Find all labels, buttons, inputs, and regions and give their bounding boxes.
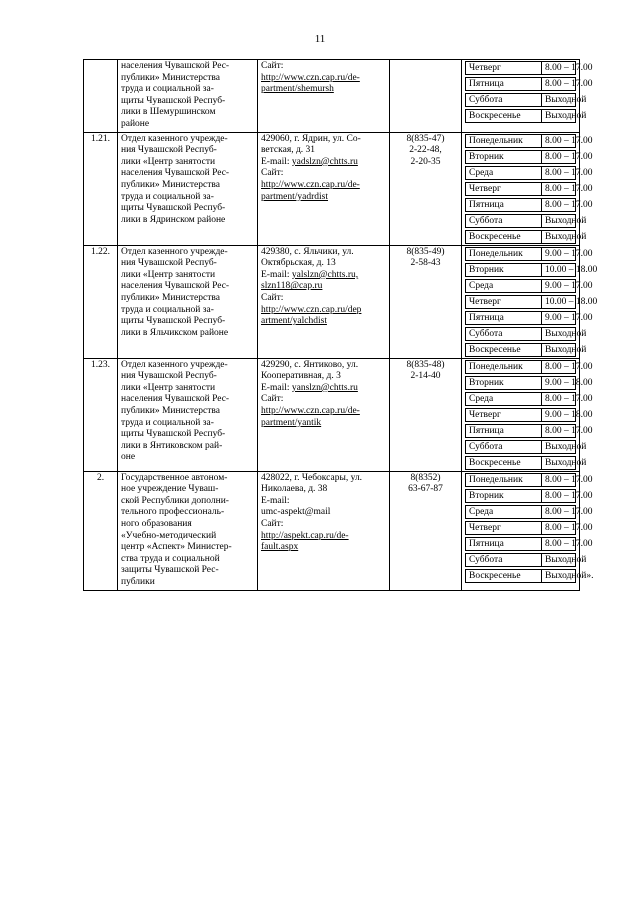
schedule-time: 10.00 – 18.00 [542, 263, 576, 276]
name-line: лики «Центр занятости [121, 382, 216, 393]
schedule-row [466, 489, 576, 502]
name-line: ской Республики дополни- [121, 495, 229, 506]
address-contacts [258, 471, 390, 590]
institution-name [118, 60, 258, 133]
name-line: публики» Министерства [121, 72, 220, 83]
phone-numbers [390, 245, 462, 358]
address-line: 429380, с. Яльчики, ул. [261, 246, 354, 257]
institution-name [118, 471, 258, 590]
schedule-day: Четверг [466, 408, 542, 421]
phone-numbers [390, 471, 462, 590]
table-row [84, 132, 580, 245]
schedule-time: 9.00 – 17.00 [542, 279, 576, 292]
row-number: 1.21. [84, 132, 118, 245]
address-line: ветская, д. 31 [261, 145, 316, 156]
name-line: ное учреждение Чуваш- [121, 484, 219, 495]
schedule-row [466, 62, 576, 75]
phone-line: 8(835-49) [406, 246, 445, 257]
email-label: E-mail: [261, 382, 292, 393]
email-label: E-mail: [261, 156, 292, 167]
work-schedule [462, 471, 594, 590]
row-number [84, 60, 118, 133]
schedule-row [466, 537, 576, 550]
schedule-table [465, 360, 593, 470]
name-line: ного образования [121, 518, 192, 529]
name-line: ния Чувашской Респуб- [121, 371, 217, 382]
work-schedule [462, 132, 593, 245]
phone-numbers [390, 132, 462, 245]
schedule-time: 8.00 – 17.00 [542, 537, 576, 550]
schedule-row [466, 440, 576, 453]
address-contacts [258, 132, 390, 245]
schedule-time: 8.00 – 17.00 [542, 150, 576, 163]
website-link[interactable]: http://www.czn.cap.ru/de- [261, 405, 360, 416]
phone-numbers [390, 358, 462, 471]
name-line: лики «Центр занятости [121, 269, 216, 280]
schedule-day: Суббота [466, 440, 542, 453]
schedule-time: Выходной [542, 456, 576, 469]
name-line: ства труда и социальной [121, 553, 220, 564]
address-line: Сайт: [261, 168, 284, 179]
address-contacts [258, 245, 390, 358]
address-line: 429060, г. Ядрин, ул. Со- [261, 133, 361, 144]
website-link[interactable]: partment/yadrdist [261, 191, 329, 202]
email-link[interactable]: yadslzn@chtts.ru [291, 156, 358, 167]
page-number: 11 [314, 33, 326, 45]
schedule-time: 10.00 – 18.00 [542, 295, 576, 308]
website-link[interactable]: http://www.czn.cap.ru/de- [261, 179, 360, 190]
name-line: защиты Чувашской Рес- [121, 565, 219, 576]
name-line: Отдел казенного учрежде- [121, 359, 228, 370]
schedule-time: 8.00 – 17.00 [542, 392, 576, 405]
institution-name [118, 132, 258, 245]
schedule-day: Суббота [466, 327, 542, 340]
schedule-day: Воскресенье [466, 456, 542, 469]
phone-line: 63-67-87 [408, 484, 443, 495]
table-row [84, 471, 580, 590]
row-number: 1.22. [84, 245, 118, 358]
schedule-day: Среда [466, 505, 542, 518]
name-line: труда и социальной за- [121, 84, 214, 95]
schedule-row [466, 295, 576, 308]
schedule-time: 8.00 – 17.00 [542, 489, 576, 502]
schedule-row [466, 327, 576, 340]
phone-line: 8(835-48) [406, 359, 445, 370]
schedule-time: Выходной». [542, 569, 576, 582]
schedule-table [465, 247, 598, 357]
schedule-row [466, 198, 576, 211]
schedule-day: Среда [466, 392, 542, 405]
schedule-row [466, 521, 576, 534]
name-line: населения Чувашской Рес- [121, 61, 230, 71]
schedule-row [466, 505, 576, 518]
schedule-day: Пятница [466, 537, 542, 550]
schedule-time: 9.00 – 18.00 [542, 376, 576, 389]
website-link[interactable]: partment/shemursh [261, 84, 334, 95]
schedule-day: Воскресенье [466, 343, 542, 356]
phone-line: 2-22-48, [409, 145, 442, 156]
schedule-row [466, 166, 576, 179]
name-line: труда и социальной за- [121, 191, 214, 202]
address-line: Николаева, д. 38 [261, 484, 328, 495]
name-line: труда и социальной за- [121, 417, 214, 428]
name-line: Государственное автоном- [121, 472, 228, 483]
schedule-day: Четверг [466, 295, 542, 308]
schedule-time: Выходной [542, 440, 576, 453]
schedule-row [466, 78, 576, 91]
schedule-day: Понедельник [466, 473, 542, 486]
schedule-day: Понедельник [466, 134, 542, 147]
schedule-time: Выходной [542, 214, 576, 227]
phone-line: 2-14-40 [410, 371, 441, 382]
work-schedule [462, 358, 593, 471]
schedule-day: Суббота [466, 94, 542, 107]
schedule-time: 8.00 – 17.00 [542, 360, 576, 373]
address-line: 429290, с. Янтиково, ул. [261, 359, 359, 370]
schedule-row [466, 150, 576, 163]
name-line: щиты Чувашской Респуб- [121, 316, 226, 327]
schedule-day: Вторник [466, 150, 542, 163]
table-row [84, 60, 580, 133]
schedule-day: Понедельник [466, 247, 542, 260]
work-schedule [462, 60, 593, 133]
name-line: публики» Министерства [121, 405, 220, 416]
schedule-time: 9.00 – 17.00 [542, 311, 576, 324]
name-line: лики в Яльчикском районе [121, 327, 229, 338]
schedule-day: Вторник [466, 489, 542, 502]
address-line: umc-aspekt@mail [261, 507, 331, 518]
schedule-table [465, 134, 593, 244]
website-link[interactable]: slzn118@cap.ru [261, 281, 323, 292]
schedule-time: 8.00 – 17.00 [542, 424, 576, 437]
schedule-row [466, 279, 576, 292]
schedule-row [466, 214, 576, 227]
schedule-time: Выходной [542, 343, 576, 356]
website-link[interactable]: http://aspekt.cap.ru/de- [261, 530, 349, 541]
address-line: Сайт: [261, 292, 284, 303]
name-line: центр «Аспект» Министер- [121, 542, 232, 553]
name-line: щиты Чувашской Респуб- [121, 95, 226, 106]
institutions-table [83, 59, 598, 591]
schedule-day: Пятница [466, 424, 542, 437]
address-line: E-mail: [261, 495, 290, 506]
schedule-row [466, 569, 576, 582]
name-line: тельного профессиональ- [121, 507, 225, 518]
address-line: 428022, г. Чебоксары, ул. [261, 472, 363, 483]
name-line: «Учебно-методический [121, 530, 217, 541]
schedule-day: Воскресенье [466, 110, 542, 123]
name-line: оне [121, 452, 136, 463]
schedule-time: 8.00 – 17.00 [542, 473, 576, 486]
schedule-day: Вторник [466, 263, 542, 276]
address-line: Сайт: [261, 61, 284, 71]
schedule-day: Суббота [466, 214, 542, 227]
schedule-time: 8.00 – 17.00 [542, 521, 576, 534]
schedule-time: 8.00 – 17.00 [542, 198, 576, 211]
schedule-time: 8.00 – 17.00 [542, 166, 576, 179]
website-link[interactable]: http://www.czn.cap.ru/dep [261, 304, 362, 315]
email-link[interactable]: yalslzn@chtts.ru, [291, 269, 359, 280]
website-link[interactable]: partment/yantik [261, 417, 322, 428]
schedule-day: Четверг [466, 62, 542, 75]
schedule-row [466, 553, 576, 566]
schedule-row [466, 182, 576, 195]
schedule-row [466, 424, 576, 437]
name-line: ния Чувашской Респуб- [121, 145, 217, 156]
schedule-row [466, 230, 576, 243]
institution-name [118, 245, 258, 358]
phone-line: 8(8352) [410, 472, 441, 483]
schedule-row [466, 360, 576, 373]
table-row [84, 245, 580, 358]
schedule-row [466, 456, 576, 469]
schedule-day: Понедельник [466, 360, 542, 373]
email-link[interactable]: yanslzn@chtts.ru [291, 382, 358, 393]
schedule-time: 8.00 – 17.00 [542, 62, 576, 75]
name-line: труда и социальной за- [121, 304, 214, 315]
schedule-time: Выходной [542, 230, 576, 243]
schedule-time: Выходной [542, 94, 576, 107]
name-line: лики в Янтиковском рай- [121, 440, 223, 451]
schedule-time: 8.00 – 17.00 [542, 78, 576, 91]
website-link[interactable]: http://www.czn.cap.ru/de- [261, 72, 360, 83]
schedule-row [466, 263, 576, 276]
name-line: ния Чувашской Респуб- [121, 258, 217, 269]
name-line: Отдел казенного учрежде- [121, 246, 228, 257]
schedule-row [466, 473, 576, 486]
schedule-time: Выходной [542, 110, 576, 123]
work-schedule [462, 245, 598, 358]
schedule-table [465, 473, 594, 583]
schedule-row [466, 247, 576, 260]
email-line [261, 157, 386, 169]
phone-numbers [390, 60, 462, 133]
schedule-time: 8.00 – 17.00 [542, 134, 576, 147]
name-line: населения Чувашской Рес- [121, 281, 230, 292]
email-line [261, 270, 386, 282]
address-line: Сайт: [261, 394, 284, 405]
email-line [261, 383, 386, 395]
institution-name [118, 358, 258, 471]
address-contacts [258, 358, 390, 471]
schedule-time: 9.00 – 18.00 [542, 408, 576, 421]
schedule-row [466, 311, 576, 324]
schedule-time: 8.00 – 17.00 [542, 505, 576, 518]
schedule-day: Четверг [466, 182, 542, 195]
schedule-table [465, 61, 593, 123]
row-number: 1.23. [84, 358, 118, 471]
name-line: щиты Чувашской Респуб- [121, 203, 226, 214]
schedule-day: Среда [466, 279, 542, 292]
schedule-row [466, 134, 576, 147]
schedule-day: Пятница [466, 311, 542, 324]
row-number: 2. [84, 471, 118, 590]
schedule-day: Вторник [466, 376, 542, 389]
schedule-day: Пятница [466, 198, 542, 211]
name-line: районе [121, 118, 150, 129]
table-row [84, 358, 580, 471]
schedule-time: 9.00 – 17.00 [542, 247, 576, 260]
name-line: публики» Министерства [121, 179, 220, 190]
schedule-day: Пятница [466, 78, 542, 91]
schedule-time: 8.00 – 17.00 [542, 182, 576, 195]
schedule-row [466, 376, 576, 389]
schedule-day: Воскресенье [466, 230, 542, 243]
address-line: Кооперативная, д. 3 [261, 371, 341, 382]
name-line: публики [121, 576, 155, 587]
schedule-row [466, 94, 576, 107]
schedule-time: Выходной [542, 553, 576, 566]
name-line: Отдел казенного учрежде- [121, 133, 228, 144]
name-line: лики в Ядринском районе [121, 214, 226, 225]
address-contacts [258, 60, 390, 133]
address-line: Сайт: [261, 518, 284, 529]
name-line: щиты Чувашской Респуб- [121, 429, 226, 440]
website-link[interactable]: fault.aspx [261, 542, 299, 553]
email-label: E-mail: [261, 269, 292, 280]
schedule-day: Суббота [466, 553, 542, 566]
website-link[interactable]: artment/yalchdist [261, 316, 327, 327]
name-line: населения Чувашской Рес- [121, 168, 230, 179]
schedule-day: Воскресенье [466, 569, 542, 582]
address-line: Октябрьская, д. 13 [261, 258, 336, 269]
name-line: публики» Министерства [121, 292, 220, 303]
schedule-row [466, 408, 576, 421]
schedule-day: Среда [466, 166, 542, 179]
phone-line: 2-58-43 [410, 258, 441, 269]
name-line: населения Чувашской Рес- [121, 394, 230, 405]
schedule-time: Выходной [542, 327, 576, 340]
phone-line: 2-20-35 [410, 156, 441, 167]
name-line: лики «Центр занятости [121, 156, 216, 167]
schedule-row [466, 110, 576, 123]
phone-line: 8(835-47) [406, 133, 445, 144]
schedule-day: Четверг [466, 521, 542, 534]
schedule-row [466, 343, 576, 356]
schedule-row [466, 392, 576, 405]
name-line: лики в Шемуршинском [121, 107, 216, 118]
